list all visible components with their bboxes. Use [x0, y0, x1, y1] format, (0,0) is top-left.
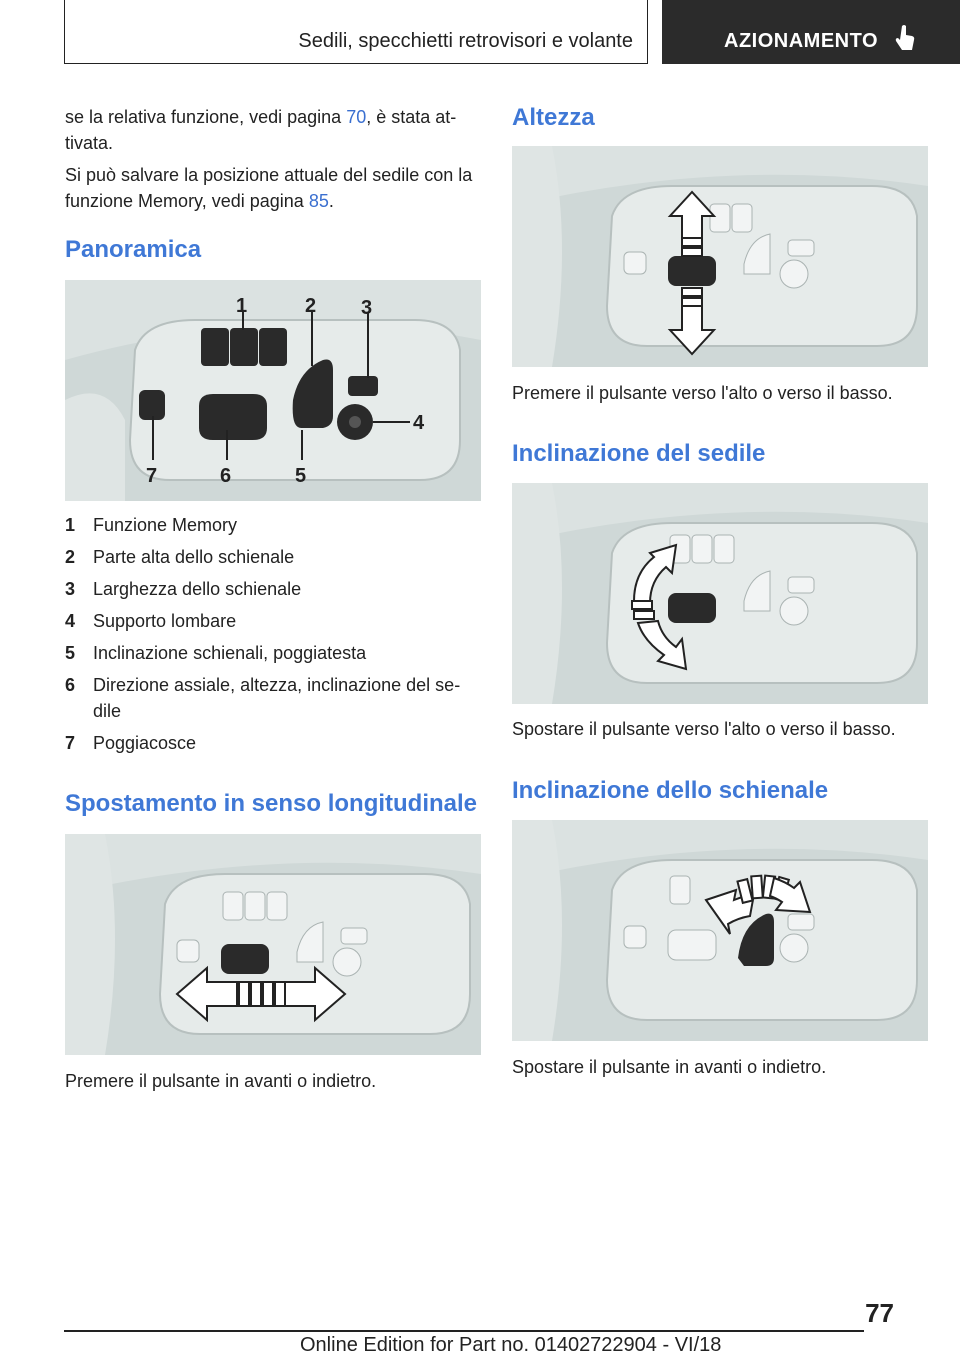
callout-1: 1 — [236, 295, 248, 317]
figure-inclinazione-schienale — [512, 820, 928, 1041]
heading-longitudinal: Spostamento in senso longitudinale — [65, 790, 478, 817]
panoramica-legend — [65, 512, 485, 762]
header-chapter-label: AZIONAMENTO — [724, 30, 879, 52]
page-link-70[interactable]: 70 — [346, 107, 367, 127]
seat-tilt-illustration — [512, 483, 928, 704]
callout-5: 5 — [295, 465, 307, 487]
seat-controls-overview-illustration — [65, 280, 481, 501]
figure-inclinazione-sedile — [512, 483, 928, 704]
footer-divider — [64, 1330, 864, 1332]
heading-inclinazione-schienale: Inclinazione dello schienale — [512, 777, 829, 804]
callout-2: 2 — [305, 295, 317, 317]
seat-height-illustration — [512, 146, 928, 367]
legend-item: 7 Poggiacosce — [65, 733, 197, 753]
header-section-title: Sedili, specchietti retrovisori e volante — [298, 30, 633, 52]
seat-longitudinal-illustration — [65, 834, 481, 1055]
heading-altezza: Altezza — [512, 104, 595, 131]
legend-item: 6 Direzione assiale, altezza, inclinazione del se-dile — [65, 675, 461, 721]
pointing-hand-icon — [894, 24, 916, 52]
callout-6: 6 — [220, 465, 232, 487]
caption-longitudinal: Premere il pulsante in avanti o indietro. — [65, 1071, 377, 1091]
header-section-box — [64, 0, 648, 64]
legend-item: 4 Supporto lombare — [65, 611, 237, 631]
intro-paragraph-1: se la relativa funzione, vedi pagina 70, è stata at-tivata. — [65, 107, 457, 153]
heading-panoramica: Panoramica — [65, 236, 202, 263]
callout-7: 7 — [146, 465, 158, 487]
page-number: 77 — [865, 1298, 894, 1328]
footer-edition: Online Edition for Part no. 01402722904 - VI/18 — [300, 1334, 722, 1356]
legend-item: 2 Parte alta dello schienale — [65, 547, 295, 567]
intro-paragraph-2: Si può salvare la posizione attuale del sedile con la funzione Memory, vedi pagina 85. — [65, 165, 473, 211]
header-chapter-tab — [662, 0, 960, 64]
legend-item: 5 Inclinazione schienali, poggiatesta — [65, 643, 367, 663]
legend-item: 3 Larghezza dello schienale — [65, 579, 302, 599]
figure-altezza — [512, 146, 928, 367]
figure-panoramica — [65, 280, 481, 501]
callout-4: 4 — [413, 412, 425, 434]
legend-item: 1 Funzione Memory — [65, 515, 238, 535]
backrest-tilt-illustration — [512, 820, 928, 1041]
caption-inclinazione-schienale: Spostare il pulsante in avanti o indietro. — [512, 1057, 827, 1077]
caption-inclinazione-sedile: Spostare il pulsante verso l'alto o verso il basso. — [512, 719, 896, 739]
caption-altezza: Premere il pulsante verso l'alto o verso il basso. — [512, 383, 893, 403]
figure-longitudinal — [65, 834, 481, 1055]
callout-3: 3 — [361, 297, 373, 319]
heading-inclinazione-sedile: Inclinazione del sedile — [512, 440, 766, 467]
page-link-85[interactable]: 85 — [308, 191, 329, 211]
